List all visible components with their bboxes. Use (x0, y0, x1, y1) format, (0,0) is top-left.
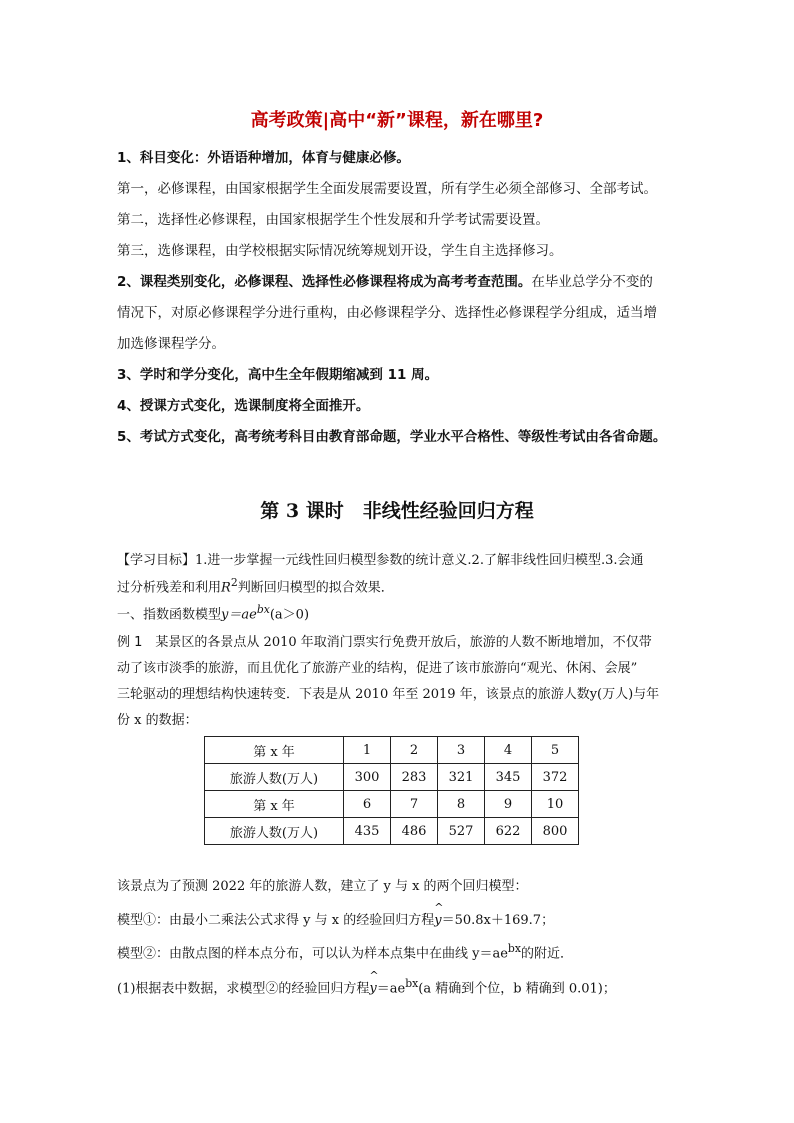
table-cell: 435 (344, 818, 391, 845)
example-line-3: 三轮驱动的理想结构快速转变．下表是从 2010 年至 2019 年，该景点的旅游人数y(万人)与年 (117, 687, 660, 702)
policy-item-3: 第二，选择性必修课程，由国家根据学生个性发展和升学考试需要设置。 (117, 212, 549, 228)
section-heading-exponential: 一、指数函数模型$y=ae^{bx}(a>0)$ (117, 603, 310, 623)
table-cell: 622 (485, 818, 532, 845)
y-hat-symbol: ^ y (434, 913, 441, 928)
table-cell: 372 (532, 764, 579, 791)
table-cell: 6 (344, 791, 391, 818)
table-cell: 8 (438, 791, 485, 818)
table-cell: 5 (532, 737, 579, 764)
lesson-title: 第 3 课时 非线性经验回归方程 (260, 500, 534, 522)
table-row (205, 791, 579, 818)
tourism-data-table (204, 736, 579, 845)
table-cell: 旅游人数(万人) (205, 764, 344, 791)
policy-item-7: 加选修课程学分。 (117, 336, 225, 352)
table-cell: 345 (485, 764, 532, 791)
example-line-4: 份 x 的数据： (117, 713, 198, 728)
table-cell: 7 (391, 791, 438, 818)
table-row (205, 737, 579, 764)
learning-goal-label: 【学习目标】 (117, 553, 196, 568)
table-cell: 300 (344, 764, 391, 791)
table-cell: 9 (485, 791, 532, 818)
model-2-line: 模型②：由散点图的样本点分布，可以认为样本点集中在曲线 $y=ae^{bx}$的附近． (117, 942, 573, 962)
table-cell: 第 x 年 (205, 791, 344, 818)
policy-item-2: 第一，必修课程，由国家根据学生全面发展需要设置，所有学生必须全部修习、全部考试。 (117, 181, 657, 197)
table-cell: 旅游人数(万人) (205, 818, 344, 845)
model-intro: 该景点为了预测 2022 年的旅游人数，建立了 y 与 x 的两个回归模型： (117, 879, 528, 894)
example-line-1: 例 1 某景区的各景点从 2010 年取消门票实行免费开放后，旅游的人数不断地增加，不仅带 (117, 635, 652, 650)
table-cell: 1 (344, 737, 391, 764)
learning-goal-line-2: 过分析残差和利用$R^2$判断回归模型的拟合效果． (117, 576, 394, 596)
model-1-line: 模型①：由最小二乘法公式求得 y 与 x 的经验回归方程^ y＝50.8x＋169.7； (117, 909, 687, 928)
table-cell: 第 x 年 (205, 737, 344, 764)
table-cell: 2 (391, 737, 438, 764)
policy-title: 高考政策|高中“新”课程，新在哪里? (250, 110, 544, 131)
table-cell: 321 (438, 764, 485, 791)
table-row (205, 764, 579, 791)
table-cell: 283 (391, 764, 438, 791)
policy-item-6: 情况下，对原必修课程学分进行重构，由必修课程学分、选择性必修课程学分组成，适当增 (117, 305, 657, 321)
table-cell: 800 (532, 818, 579, 845)
policy-item-8: 3、学时和学分变化，高中生全年假期缩减到 11 周。 (117, 367, 439, 383)
table-cell: 527 (438, 818, 485, 845)
y-hat-symbol: ^ y (369, 981, 376, 996)
table-row (205, 818, 579, 845)
policy-item-10: 5、考试方式变化，高考统考科目由教育部命题，学业水平合格性、等级性考试由各省命题。 (117, 429, 667, 445)
policy-item-1: 1、科目变化：外语语种增加，体育与健康必修。 (117, 150, 410, 166)
table-cell: 3 (438, 737, 485, 764)
table-cell: 486 (391, 818, 438, 845)
example-label: 例 1 (117, 635, 143, 650)
table-cell: 4 (485, 737, 532, 764)
policy-item-4: 第三，选修课程，由学校根据实际情况统筹规划开设，学生自主选择修习。 (117, 243, 563, 259)
policy-item-5: 2、课程类别变化，必修课程、选择性必修课程将成为高考考查范围。在毕业总学分不变的 (117, 274, 653, 290)
example-line-2: 动了该市淡季的旅游，而且优化了旅游产业的结构，促进了该市旅游向“观光、休闲、会展” (117, 661, 638, 676)
question-1-line: (1)根据表中数据，求模型②的经验回归方程^ $y=ae^{bx}(a$ 精确到个位，b 精确到 0.01)； (117, 977, 687, 996)
learning-goal-line-1: 【学习目标】1.进一步掌握一元线性回归模型参数的统计意义.2.了解非线性回归模型.3.会通 (117, 553, 644, 568)
table-cell: 10 (532, 791, 579, 818)
policy-item-9: 4、授课方式变化，选课制度将全面推开。 (117, 398, 370, 414)
